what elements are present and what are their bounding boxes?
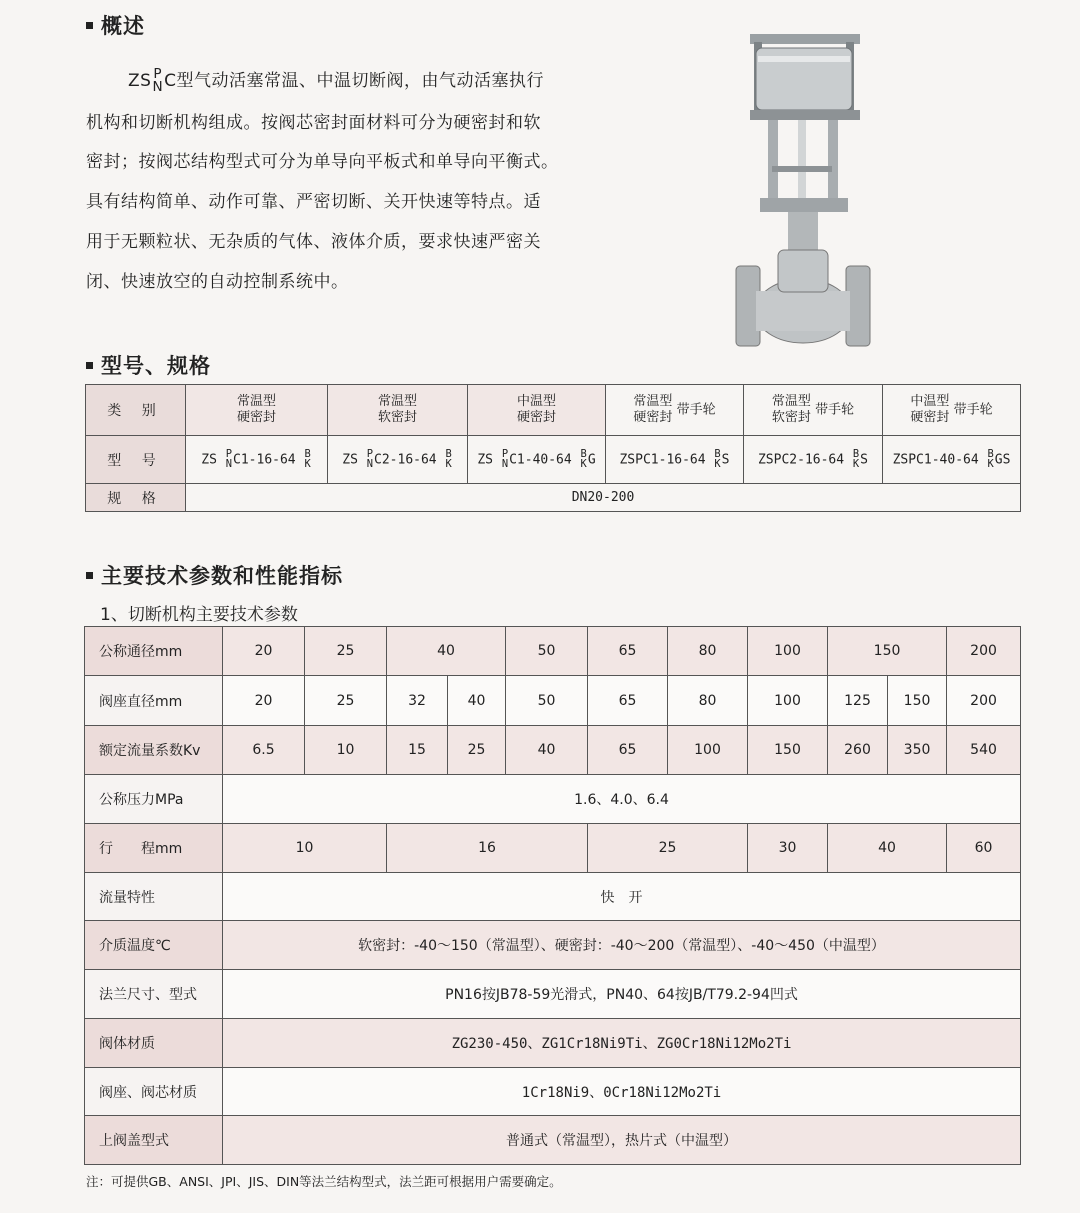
pneumatic-valve-image [728,26,878,351]
table-cell: 260 [828,726,888,775]
bullet-icon [86,22,93,29]
table-cell: 40 [387,627,506,676]
row-label: 阀座直径mm [85,676,223,726]
table-cell: 16 [387,824,588,873]
model-row [86,436,1021,484]
table-cell: 200 [947,676,1021,726]
spec-row [86,484,1021,512]
table-cell: 50 [506,627,588,676]
table-cell: 150 [888,676,947,726]
row-label: 公称压力MPa [85,775,223,824]
intro-line-2: 机构和切断机构组成。按阀芯密封面材料可分为硬密封和软 [86,113,541,133]
table-cell: 软密封：-40～150（常温型）、硬密封：-40～200（常温型）、-40～450（中温型） [223,921,1021,970]
model-cell: ZSPC1-40-64 B K GS [883,436,1021,484]
tech-subtitle: 1、切断机构主要技术参数 [100,605,298,625]
model-spec-table [85,384,1021,512]
kv-row [85,726,1021,775]
table-cell: 40 [828,824,947,873]
pressure-row [85,775,1021,824]
category-cell: 常温型 硬密封 带手轮 [606,385,744,436]
table-cell: 80 [668,676,748,726]
intro-line-4: 具有结构简单、动作可靠、严密切断、关开快速等特点。适 [86,192,541,212]
model-cell: ZSPC1-16-64 B K S [606,436,744,484]
stroke-row [85,824,1021,873]
table-cell: 25 [305,627,387,676]
table-cell: 60 [947,824,1021,873]
table-cell: 1Cr18Ni9、0Cr18Ni12Mo2Ti [223,1068,1021,1116]
body-material-row [85,1019,1021,1068]
table-cell: 25 [588,824,748,873]
category-cell: 中温型 硬密封 带手轮 [883,385,1021,436]
bullet-icon [86,572,93,579]
seat-material-row [85,1068,1021,1116]
model-label: 型 号 [86,436,186,484]
table-cell: 25 [448,726,506,775]
table-cell: 15 [387,726,448,775]
table-cell: PN16按JB78-59光滑式，PN40、64按JB/T79.2-94凹式 [223,970,1021,1019]
row-label: 法兰尺寸、型式 [85,970,223,1019]
table-cell: 6.5 [223,726,305,775]
intro-line-3: 密封；按阀芯结构型式可分为单导向平板式和单导向平衡式。 [86,152,559,172]
spec-section-title: 型号、规格 [86,350,211,380]
model-cell: ZS P N C1-16-64 B K [186,436,328,484]
category-cell: 常温型 硬密封 [186,385,328,436]
row-label: 阀体材质 [85,1019,223,1068]
table-cell: 20 [223,627,305,676]
bonnet-row [85,1116,1021,1165]
table-cell: 65 [588,676,668,726]
row-label: 介质温度℃ [85,921,223,970]
flange-row [85,970,1021,1019]
table-cell: 30 [748,824,828,873]
row-label: 流量特性 [85,873,223,921]
table-cell: 快 开 [223,873,1021,921]
spec-value: DN20-200 [186,484,1021,512]
intro-line-5: 用于无颗粒状、无杂质的气体、液体介质，要求快速严密关 [86,232,541,252]
table-cell: 普通式（常温型），热片式（中温型） [223,1116,1021,1165]
table-cell: 50 [506,676,588,726]
table-cell: 40 [506,726,588,775]
table-cell: 10 [305,726,387,775]
table-cell: 100 [668,726,748,775]
table-cell: 65 [588,726,668,775]
temp-row [85,921,1021,970]
table-cell: 10 [223,824,387,873]
flow-char-row [85,873,1021,921]
model-cell: ZS P N C1-40-64 B K G [468,436,606,484]
row-label: 额定流量系数Kv [85,726,223,775]
spec-label: 规 格 [86,484,186,512]
table-cell: ZG230-450、ZG1Cr18Ni9Ti、ZG0Cr18Ni12Mo2Ti [223,1019,1021,1068]
intro-line-1: ZS P N C型气动活塞常温、中温切断阀，由气动活塞执行 [128,66,544,95]
table-cell: 65 [588,627,668,676]
bullet-icon [86,362,93,369]
category-row [86,385,1021,436]
model-cell: ZSPC2-16-64 B K S [744,436,883,484]
row-label: 行 程mm [85,824,223,873]
table-cell: 25 [305,676,387,726]
table-cell: 150 [828,627,947,676]
category-cell: 常温型 软密封 [328,385,468,436]
row-label: 公称通径mm [85,627,223,676]
nominal-dia-row [85,627,1021,676]
model-cell: ZS P N C2-16-64 B K [328,436,468,484]
table-cell: 150 [748,726,828,775]
table-cell: 32 [387,676,448,726]
intro-line-6: 闭、快速放空的自动控制系统中。 [86,272,349,292]
category-label: 类 别 [86,385,186,436]
table-cell: 540 [947,726,1021,775]
table-cell: 100 [748,627,828,676]
overview-title: 概述 [86,10,145,40]
table-cell: 40 [448,676,506,726]
table-cell: 200 [947,627,1021,676]
row-label: 上阀盖型式 [85,1116,223,1165]
seat-dia-row [85,676,1021,726]
table-cell: 125 [828,676,888,726]
table-cell: 1.6、4.0、6.4 [223,775,1021,824]
table-cell: 80 [668,627,748,676]
table-cell: 20 [223,676,305,726]
category-cell: 常温型 软密封 带手轮 [744,385,883,436]
category-cell: 中温型 硬密封 [468,385,606,436]
row-label: 阀座、阀芯材质 [85,1068,223,1116]
tech-section-title: 主要技术参数和性能指标 [86,560,343,590]
footnote: 注：可提供GB、ANSI、JPI、JIS、DIN等法兰结构型式，法兰距可根据用户需要确定。 [86,1174,562,1189]
tech-param-table [84,626,1021,1165]
table-cell: 350 [888,726,947,775]
table-cell: 100 [748,676,828,726]
